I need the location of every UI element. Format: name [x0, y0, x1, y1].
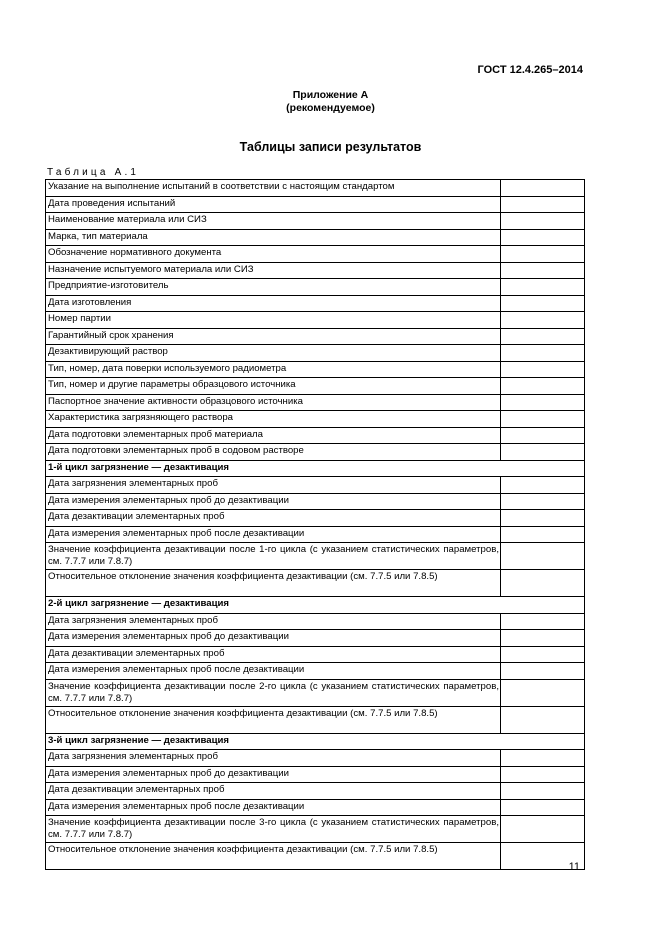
row-label-cell: Тип, номер, дата поверки используемого радиометра	[46, 361, 501, 378]
row-value-cell[interactable]	[501, 279, 585, 296]
row-value-cell[interactable]	[501, 526, 585, 543]
row-value-cell[interactable]	[501, 646, 585, 663]
table-row	[46, 510, 585, 527]
row-value-cell[interactable]	[501, 312, 585, 329]
section-title: Таблицы записи результатов	[239, 140, 422, 154]
row-value-cell[interactable]	[501, 816, 585, 843]
table-section-row	[46, 460, 585, 477]
row-label-cell: Дата изготовления	[46, 295, 501, 312]
row-label-cell: Дата подготовки элементарных проб материала	[46, 427, 501, 444]
row-value-cell[interactable]	[501, 345, 585, 362]
table-row	[46, 378, 585, 395]
row-value-cell[interactable]	[501, 180, 585, 197]
row-value-cell[interactable]	[501, 766, 585, 783]
table-row	[46, 526, 585, 543]
table-row	[46, 493, 585, 510]
table-row	[46, 411, 585, 428]
row-label-cell: Предприятие-изготовитель	[46, 279, 501, 296]
row-value-cell[interactable]	[501, 613, 585, 630]
appendix-subtitle: (рекомендуемое)	[286, 102, 375, 114]
row-value-cell[interactable]	[501, 799, 585, 816]
table-row	[46, 229, 585, 246]
row-label-cell: Значение коэффициента дезактивации после 2-го цикла (с указанием статистических параметров, см. 7.7.7 или 7.8.7)	[46, 679, 501, 706]
row-label-cell: Значение коэффициента дезактивации после 1-го цикла (с указанием статистических параметров, см. 7.7.7 или 7.8.7)	[46, 543, 501, 570]
row-label-cell: Дата измерения элементарных проб до дезактивации	[46, 493, 501, 510]
table-row	[46, 646, 585, 663]
table-row	[46, 477, 585, 494]
table-row	[46, 180, 585, 197]
row-value-cell[interactable]	[501, 510, 585, 527]
row-value-cell[interactable]	[501, 394, 585, 411]
row-value-cell[interactable]	[501, 229, 585, 246]
row-value-cell[interactable]	[501, 783, 585, 800]
row-label-cell: Дата измерения элементарных проб после дезактивации	[46, 526, 501, 543]
table-row	[46, 246, 585, 263]
row-label-cell: Дата загрязнения элементарных проб	[46, 613, 501, 630]
row-value-cell[interactable]	[501, 262, 585, 279]
row-label-cell: Дата измерения элементарных проб после дезактивации	[46, 663, 501, 680]
table-section-row	[46, 597, 585, 614]
row-label-cell: Дата дезактивации элементарных проб	[46, 510, 501, 527]
row-label-cell: Характеристика загрязняющего раствора	[46, 411, 501, 428]
row-value-cell[interactable]	[501, 213, 585, 230]
table-row	[46, 799, 585, 816]
row-label-cell: Указание на выполнение испытаний в соответствии с настоящим стандартом	[46, 180, 501, 197]
table-row	[46, 570, 585, 597]
row-value-cell[interactable]	[501, 543, 585, 570]
table-row	[46, 444, 585, 461]
row-label-cell: Относительное отклонение значения коэффициента дезактивации (см. 7.7.5 или 7.8.5)	[46, 570, 501, 597]
appendix-heading	[0, 89, 661, 115]
row-value-cell[interactable]	[501, 630, 585, 647]
row-label-cell: Значение коэффициента дезактивации после 3-го цикла (с указанием статистических параметров, см. 7.7.7 или 7.8.7)	[46, 816, 501, 843]
table-row	[46, 706, 585, 733]
table-row	[46, 843, 585, 870]
row-value-cell[interactable]	[501, 427, 585, 444]
row-label-cell: Дата дезактивации элементарных проб	[46, 783, 501, 800]
table-row	[46, 750, 585, 767]
row-value-cell[interactable]	[501, 679, 585, 706]
row-label-cell: Дата измерения элементарных проб до дезактивации	[46, 766, 501, 783]
section-heading-cell: 2-й цикл загрязнение — дезактивация	[46, 597, 585, 614]
row-value-cell[interactable]	[501, 328, 585, 345]
results-table	[45, 179, 585, 870]
row-value-cell[interactable]	[501, 663, 585, 680]
row-label-cell: Дата загрязнения элементарных проб	[46, 750, 501, 767]
row-value-cell[interactable]	[501, 378, 585, 395]
row-value-cell[interactable]	[501, 493, 585, 510]
table-row	[46, 196, 585, 213]
table-row	[46, 679, 585, 706]
row-label-cell: Паспортное значение активности образцового источника	[46, 394, 501, 411]
row-label-cell: Дата загрязнения элементарных проб	[46, 477, 501, 494]
page-number: 11	[568, 861, 580, 873]
row-value-cell[interactable]	[501, 477, 585, 494]
row-label-cell: Тип, номер и другие параметры образцового источника	[46, 378, 501, 395]
table-row	[46, 613, 585, 630]
row-value-cell[interactable]	[501, 295, 585, 312]
table-row	[46, 262, 585, 279]
row-label-cell: Обозначение нормативного документа	[46, 246, 501, 263]
row-label-cell: Дата подготовки элементарных проб в содовом растворе	[46, 444, 501, 461]
row-label-cell: Относительное отклонение значения коэффициента дезактивации (см. 7.7.5 или 7.8.5)	[46, 706, 501, 733]
table-row	[46, 543, 585, 570]
table-row	[46, 394, 585, 411]
row-label-cell: Дата проведения испытаний	[46, 196, 501, 213]
table-row	[46, 766, 585, 783]
row-label-cell: Номер партии	[46, 312, 501, 329]
row-label-cell: Наименование материала или СИЗ	[46, 213, 501, 230]
table-row	[46, 279, 585, 296]
row-value-cell[interactable]	[501, 246, 585, 263]
table-row	[46, 783, 585, 800]
row-label-cell: Дата измерения элементарных проб после дезактивации	[46, 799, 501, 816]
section-heading-cell: 3-й цикл загрязнение — дезактивация	[46, 733, 585, 750]
row-label-cell: Дезактивирующий раствор	[46, 345, 501, 362]
table-row	[46, 345, 585, 362]
table-row	[46, 630, 585, 647]
row-value-cell[interactable]	[501, 750, 585, 767]
table-row	[46, 427, 585, 444]
table-row	[46, 663, 585, 680]
row-value-cell[interactable]	[501, 411, 585, 428]
row-label-cell: Марка, тип материала	[46, 229, 501, 246]
table-row	[46, 328, 585, 345]
row-label-cell: Дата дезактивации элементарных проб	[46, 646, 501, 663]
row-value-cell[interactable]	[501, 706, 585, 733]
table-section-row	[46, 733, 585, 750]
row-label-cell: Назначение испытуемого материала или СИЗ	[46, 262, 501, 279]
table-row	[46, 295, 585, 312]
document-code: ГОСТ 12.4.265–2014	[477, 64, 583, 76]
row-label-cell: Относительное отклонение значения коэффициента дезактивации (см. 7.7.5 или 7.8.5)	[46, 843, 501, 870]
row-value-cell[interactable]	[501, 361, 585, 378]
row-value-cell[interactable]	[501, 444, 585, 461]
table-row	[46, 816, 585, 843]
table-row	[46, 213, 585, 230]
row-label-cell: Гарантийный срок хранения	[46, 328, 501, 345]
section-heading-cell: 1-й цикл загрязнение — дезактивация	[46, 460, 585, 477]
appendix-title: Приложение А	[292, 89, 369, 101]
row-value-cell[interactable]	[501, 570, 585, 597]
row-label-cell: Дата измерения элементарных проб до дезактивации	[46, 630, 501, 647]
table-row	[46, 312, 585, 329]
table-row	[46, 361, 585, 378]
row-value-cell[interactable]	[501, 196, 585, 213]
results-table-body	[46, 180, 585, 870]
table-label: Таблица А.1	[47, 167, 140, 178]
